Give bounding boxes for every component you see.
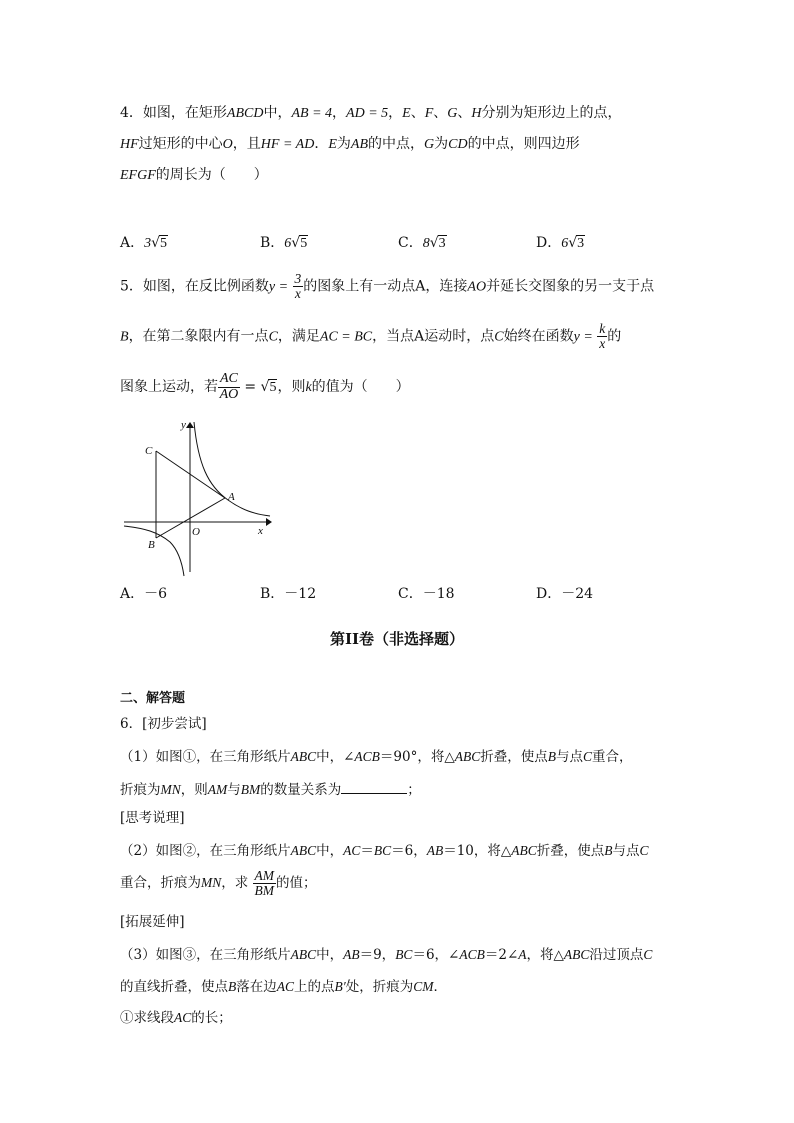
y-label: y: [181, 419, 186, 431]
math: AO: [467, 279, 487, 295]
text: 与点: [612, 843, 640, 859]
math: AM: [207, 782, 228, 797]
q6-part-2-line-1: [120, 844, 649, 859]
math: MN: [160, 782, 181, 797]
math: O: [222, 137, 233, 152]
q5-option-b[interactable]: [260, 583, 316, 603]
math: AC: [276, 979, 295, 994]
math: HF: [120, 137, 139, 152]
math: C: [643, 947, 653, 962]
sqrt-icon: √: [260, 379, 270, 396]
math: C: [268, 329, 278, 345]
math: A: [518, 947, 527, 962]
text: ，将△: [526, 947, 564, 963]
option-value: －12: [284, 586, 317, 602]
q5-option-a[interactable]: [120, 583, 167, 603]
text: ＝9，: [359, 947, 396, 963]
part-title: 第II卷（非选择题）: [329, 630, 465, 648]
option-label: D．: [536, 235, 562, 251]
q5-line-2: [120, 322, 621, 352]
text: ，: [388, 105, 403, 121]
math: ABCD: [226, 106, 264, 121]
text: 重合，: [591, 749, 633, 765]
point-a-label: A: [228, 491, 235, 503]
denominator: BM: [254, 883, 275, 898]
text: ＝2∠: [484, 947, 519, 963]
fraction-am-over-bm: [253, 869, 277, 898]
math: B′: [334, 979, 346, 994]
q4-option-b[interactable]: [260, 232, 308, 252]
text: 4．如图，在矩形: [120, 105, 227, 121]
text: 上的点: [294, 979, 335, 995]
text: ，在第二象限内有一点: [128, 328, 269, 345]
q4-option-c[interactable]: [398, 232, 447, 252]
q6-heading-2: [思考说理]: [120, 810, 185, 826]
text: ＝10，将△: [443, 843, 512, 859]
text: 的中点，则四边形: [467, 136, 580, 152]
text: 折叠，使点: [536, 843, 605, 859]
text: 落在边: [236, 979, 277, 995]
text: 的: [607, 328, 622, 345]
math: B: [120, 329, 129, 345]
q6-part-1-line-2: [120, 781, 421, 798]
x-axis-arrow-icon: [266, 518, 272, 526]
text: ＝: [360, 843, 374, 859]
text: ，当点A运动时，点: [372, 328, 495, 345]
text: ①求线段: [120, 1010, 174, 1026]
math: C: [639, 843, 649, 858]
math: ABC: [290, 947, 317, 962]
text: 的长；: [191, 1010, 232, 1026]
text: 的直线折叠，使点: [120, 979, 228, 995]
q6-part-3-line-2: [120, 980, 447, 995]
text: ＝90°，将△: [379, 749, 455, 765]
text: （3）如图③，在三角形纸片: [120, 947, 291, 963]
text: 为: [434, 136, 449, 152]
text: 的图象上有一动点A，连接: [303, 278, 468, 295]
math: ABC: [454, 749, 481, 764]
radicand: 5: [160, 236, 168, 251]
math: EFGF: [120, 168, 156, 183]
math: MN: [201, 875, 222, 890]
numerator: k: [599, 321, 606, 336]
q5-option-c[interactable]: [398, 583, 455, 603]
math: ACB: [459, 947, 485, 962]
text: ，则: [277, 379, 306, 396]
text: 的数量关系为: [260, 782, 342, 798]
q4-line-2: [120, 137, 580, 152]
fraction-k-over-x: [597, 322, 607, 351]
math: CM: [413, 979, 434, 994]
point-c-label: C: [145, 445, 153, 457]
option-label: C．: [398, 586, 423, 602]
math: y =: [268, 279, 289, 295]
radicand: 3: [577, 236, 585, 251]
option-label: A．: [120, 586, 145, 602]
text: 重合，折痕为: [120, 875, 201, 891]
q4-option-d[interactable]: [536, 232, 585, 252]
math: HF = AD: [260, 137, 315, 152]
math: BC: [395, 947, 413, 962]
text: 5．如图，在反比例函数: [120, 278, 269, 295]
option-value: －6: [144, 586, 168, 602]
radicand: 3: [438, 236, 446, 251]
text: 图象上运动，若: [120, 379, 218, 396]
q6-part-3-line-1: [120, 948, 652, 963]
math: B: [547, 749, 556, 764]
q6-heading-3: [拓展延伸]: [120, 914, 185, 930]
text: 沿过顶点: [589, 947, 644, 963]
section-heading: 二、解答题: [120, 691, 186, 706]
math: AD = 5: [346, 106, 389, 121]
math: AC = BC: [319, 329, 373, 345]
text: （2）如图②，在三角形纸片: [120, 843, 291, 859]
text: 与点: [555, 749, 583, 765]
math: AC: [343, 843, 361, 858]
option-value: －18: [422, 586, 455, 602]
option-label: D．: [536, 586, 562, 602]
text: 、: [433, 105, 448, 121]
q4-option-a[interactable]: [120, 232, 168, 252]
text: 的中点，: [368, 136, 424, 152]
math: F: [424, 106, 434, 121]
text: 折叠，使点: [480, 749, 548, 765]
text: 为: [336, 136, 351, 152]
math: C: [494, 329, 504, 345]
q4-line-1: [120, 106, 622, 121]
text: 折痕为: [120, 782, 161, 798]
q5-line-1: [120, 272, 654, 302]
numerator: 3: [294, 271, 302, 286]
text: 过矩形的中心: [138, 136, 223, 152]
math: ABC: [563, 947, 590, 962]
math: ACB: [354, 749, 380, 764]
math: y =: [573, 329, 593, 345]
q6-part-3-sub-1: [120, 1011, 232, 1026]
text: 处，折痕为: [345, 979, 414, 995]
text: 中，∠: [316, 749, 355, 765]
sqrt-icon: √: [429, 235, 439, 251]
math: G: [447, 106, 458, 121]
coef: 6: [561, 236, 569, 251]
text: 中，: [316, 947, 344, 963]
hyperbola-branch-3: [124, 526, 184, 576]
text: ，则: [180, 782, 208, 798]
text: 中，: [316, 843, 344, 859]
math: AB: [350, 137, 368, 152]
q5-figure: [118, 414, 288, 584]
q6-heading: 6．[初步尝试]: [120, 716, 207, 732]
q5-line-3: [120, 372, 410, 402]
text: 、: [410, 105, 425, 121]
denominator: AO: [219, 386, 239, 402]
numerator: AC: [220, 371, 238, 386]
numerator: AM: [254, 867, 275, 883]
text: （1）如图①，在三角形纸片: [120, 749, 291, 765]
denominator: x: [294, 286, 301, 302]
fraction-ac-over-ao: [218, 372, 240, 402]
q6-part-2-line-2: [120, 868, 317, 902]
math: ABC: [290, 749, 317, 764]
sqrt-icon: √: [568, 235, 578, 251]
point-b-label: B: [148, 539, 155, 551]
text: 中，: [263, 105, 292, 121]
text: =: [244, 379, 257, 396]
math: k: [305, 380, 312, 396]
text: ＝6，∠: [412, 947, 460, 963]
math: AB: [426, 843, 444, 858]
text: 的值为（ ）: [311, 379, 410, 396]
x-label: x: [258, 525, 263, 537]
y-axis-arrow-icon: [186, 422, 194, 428]
sqrt-icon: √: [151, 235, 161, 251]
math: AB: [343, 947, 360, 962]
answer-blank[interactable]: [341, 781, 407, 794]
text: ，: [332, 105, 347, 121]
text: 、: [457, 105, 472, 121]
option-label: B．: [260, 235, 285, 251]
option-label: B．: [260, 586, 285, 602]
radicand: 5: [269, 380, 277, 396]
math: E: [328, 137, 337, 152]
coef: 8: [422, 236, 430, 251]
text: 始终在函数: [503, 328, 574, 345]
math: CD: [448, 137, 468, 152]
math: H: [471, 106, 482, 121]
text: 的周长为（ ）: [155, 167, 268, 183]
math: C: [582, 749, 592, 764]
text: ，求: [221, 875, 249, 891]
text: ，满足: [277, 328, 320, 345]
option-label: C．: [398, 235, 423, 251]
text: ．: [433, 979, 447, 995]
math: B: [228, 979, 237, 994]
math: E: [402, 106, 411, 121]
coef: 6: [284, 236, 292, 251]
option-label: A．: [120, 235, 145, 251]
text: 并延长交图象的另一支于点: [486, 278, 655, 295]
coef: 3: [144, 236, 152, 251]
radicand: 5: [300, 236, 308, 251]
q4-line-3: [120, 168, 268, 183]
text: ，且: [232, 136, 261, 152]
origin-label: O: [192, 526, 200, 538]
math: AB = 4: [291, 106, 333, 121]
fraction-3-over-x: [293, 272, 304, 301]
math: G: [424, 137, 435, 152]
math: BM: [240, 782, 261, 797]
math: AC: [174, 1010, 192, 1025]
math: B: [604, 843, 613, 858]
text: ；: [407, 782, 421, 798]
text: 的值；: [276, 875, 317, 891]
denominator: x: [599, 336, 606, 352]
math: BC: [373, 843, 392, 858]
text: 分别为矩形边上的点，: [481, 105, 622, 121]
sqrt-icon: √: [291, 235, 301, 251]
text: ＝6，: [391, 843, 427, 859]
text: 与: [227, 782, 241, 798]
math: ABC: [290, 843, 317, 858]
math: ABC: [511, 843, 537, 858]
option-value: －24: [561, 586, 594, 602]
q5-option-d[interactable]: [536, 583, 593, 603]
text: ．: [314, 136, 329, 152]
q6-part-1-line-1: [120, 750, 632, 765]
